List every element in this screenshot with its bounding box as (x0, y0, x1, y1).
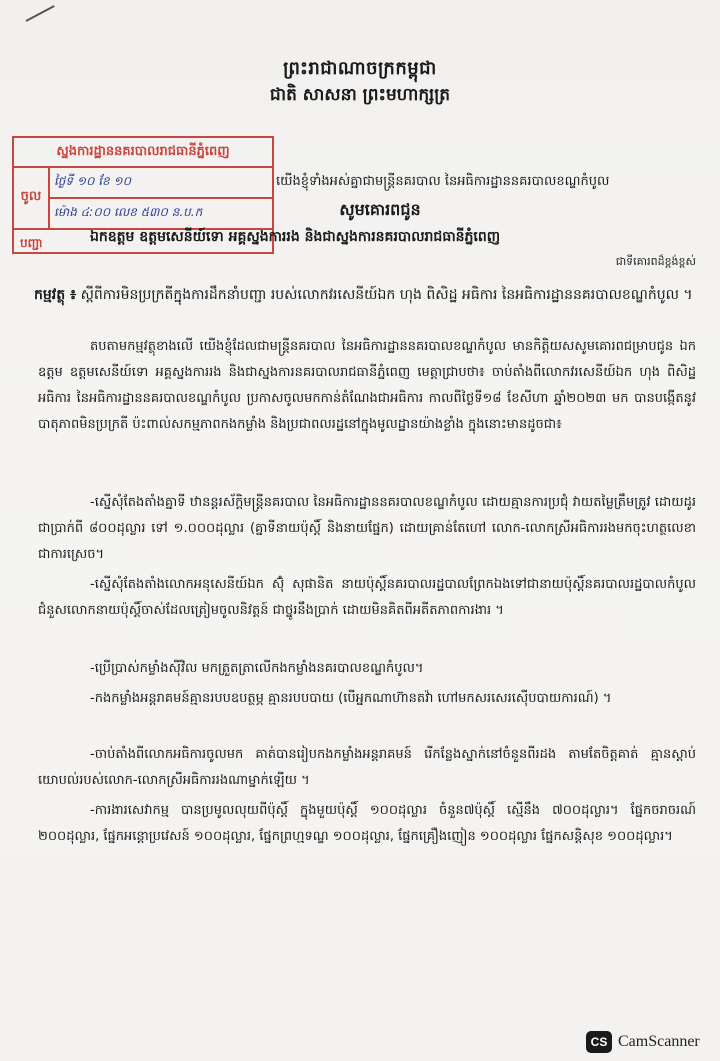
list-item: -កងកម្លាំងអន្តរាគមន៍គ្មានរបបឧបត្ថម្ភ គ្មានរបបបាយ (បើអ្នកណាហ៊ានតវ៉ា ហៅមកសរសេរស៊ើបបាយការណ៍) ។ (90, 691, 612, 706)
stamp-title: ស្នងការដ្ឋាននគរបាលរាជធានីភ្នំពេញ (14, 138, 272, 168)
stamp-date-row: ថ្ងៃទី ១០ ខែ ១០ (48, 166, 272, 199)
list-item: -ការងារសេវាកម្ម បានប្រមូលលុយពីប៉ុស្តិ៍ ក្នុងមួយប៉ុស្តិ៍ ១០០ដុល្លារ ចំនួន៧ប៉ុស្តិ៍ ស្មើនឹង ៧០០ដុល្លារ។ ផ្នែកចរាចរណ៍ ២០០ដុល្លារ, ផ្នែកអន្តោប្រវេសន៍ ១០០ដុល្លារ, ផ្នែកព្រហ្មទណ្ឌ ១០០ដុល្លារ, ផ្នែកគ្រឿងញៀន ១០០ដុល្លារ ផ្នែកសន្តិសុខ ១០០ដុល្លារ។ (38, 803, 696, 844)
camscanner-watermark (586, 1031, 700, 1053)
pen-mark (26, 5, 55, 22)
respect-line: សូមគោរពជូន (339, 200, 421, 219)
recipient-honorific: ជាទីគោរពដ៏ខ្ពង់ខ្ពស់ (615, 255, 696, 268)
sender-line: យើងខ្ញុំទាំងអស់គ្នាជាមន្ត្រីនគរបាល នៃអធិការដ្ឋាននគរបាលខណ្ឌកំបូល (276, 174, 610, 189)
list-item: -ចាប់តាំងពីលោកអធិការចូលមក គាត់បានរៀបកងកម្លាំងអន្តរាគមន៍ រើកន្លែងស្នាក់នៅចំនួនពីរដង តាមតែចិត្តគាត់ គ្មានស្តាប់យោបល់របស់លោក-លោកស្រីអធិការរងណាម្នាក់ឡើយ ។ (38, 747, 696, 788)
stamp-left-label: ចូល (14, 166, 50, 228)
subject-text: ស្តីពីការមិនប្រក្រតីក្នុងការដឹកនាំបញ្ជា របស់លោកវរសេនីយ៍ឯក ហុង ពិសិដ្ឋ អធិការ នៃអធិការដ្ឋាននគរបាលខណ្ឌកំបូល ។ (80, 287, 693, 303)
subject-block (34, 282, 694, 309)
recipient-line: ឯកឧត្តម ឧត្តមសេនីយ៍ទោ អគ្គស្នងការរង និងជាស្នងការនគរបាលរាជធានីភ្នំពេញ (90, 229, 501, 245)
subject-label: កម្មវត្ថុ ៖ (34, 287, 77, 303)
camscanner-icon: CS (586, 1031, 612, 1053)
camscanner-label: CamScanner (618, 1033, 700, 1050)
stamp-time-row: ម៉ោង ៤:០០ លេខ ៥៣០ ន.ប.ក (54, 205, 203, 219)
kingdom-header: ព្រះរាជាណាចក្រកម្ពុជា (283, 58, 437, 79)
list-item: -ស្នើសុំតែងតាំងលោកអនុសេនីយ៍ឯក ស៊ុំ សុផានិត នាយប៉ុស្តិ៍នគរបាលរដ្ឋបាលព្រែកឯងទៅជានាយប៉ុស្តិ៍នគរបាលរដ្ឋបាលកំបូល ជំនួសលោកនាយប៉ុស្តិ៍ចាស់ដែលត្រៀមចូលនិវត្តន៍ ជាថ្នូរនឹងប្រាក់ ដោយមិនគិតពីអតីតភាពការងារ ។ (38, 577, 696, 618)
motto-header: ជាតិ សាសនា ព្រះមហាក្សត្រ (269, 85, 451, 105)
list-item: -ស្នើសុំតែងតាំងគ្នាទី ឋានន្តរស័ក្តិមន្ត្រីនគរបាល នៃអធិការដ្ឋាននគរបាលខណ្ឌកំបូល ដោយគ្មានការប្រជុំ វាយតម្លៃត្រឹមត្រូវ ដោយដូរជាប្រាក់ពី ៨០០ដុល្លារ ទៅ ១.០០០ដុល្លារ (គ្នាទីនាយប៉ុស្តិ៍ និងនាយផ្នែក) ដោយគ្រាន់តែហៅ លោក-លោកស្រីអធិការរងមកចុះហត្ថលេខា ជាការស្រេច។ (38, 495, 696, 562)
intro-paragraph: តបតាមកម្មវត្ថុខាងលើ យើងខ្ញុំដែលជាមន្ត្រីនគរបាល នៃអធិការដ្ឋាននគរបាលខណ្ឌកំបូល មានកិត្តិយសសូមគោរពជម្រាបជូន ឯកឧត្តម ឧត្តមសេនីយ៍ទោ អគ្គស្នងការរង និងជាស្នងការនគរបាលរាជធានីភ្នំពេញ មេត្តាជ្រាបថា៖ ចាប់តាំងពីលោកវរសេនីយ៍ឯក ហុង ពិសិដ្ឋ អធិការ នៃអធិការដ្ឋាននគរបាលខណ្ឌកំបូល ប្រកាសចូលមកកាន់តំណែងជាអធិការ កាលពីថ្ងៃទី១៨ ខែសីហា ឆ្នាំ២០២៣ មក បានបង្កើតនូវបាតុភាពមិនប្រក្រតី ប៉ះពាល់សកម្មភាពកងកម្លាំង និងប្រជាពលរដ្ឋនៅក្នុងមូលដ្ឋានយ៉ាងខ្លាំង ក្នុងនោះមានដូចជា៖ (38, 339, 696, 432)
stamp-bottom-row: បញ្ជា (14, 228, 272, 256)
list-item: -ប្រើប្រាស់កម្លាំងស៊ីវិល មកត្រួតត្រាលើកងកម្លាំងនគរបាលខណ្ឌកំបូល។ (90, 661, 424, 676)
